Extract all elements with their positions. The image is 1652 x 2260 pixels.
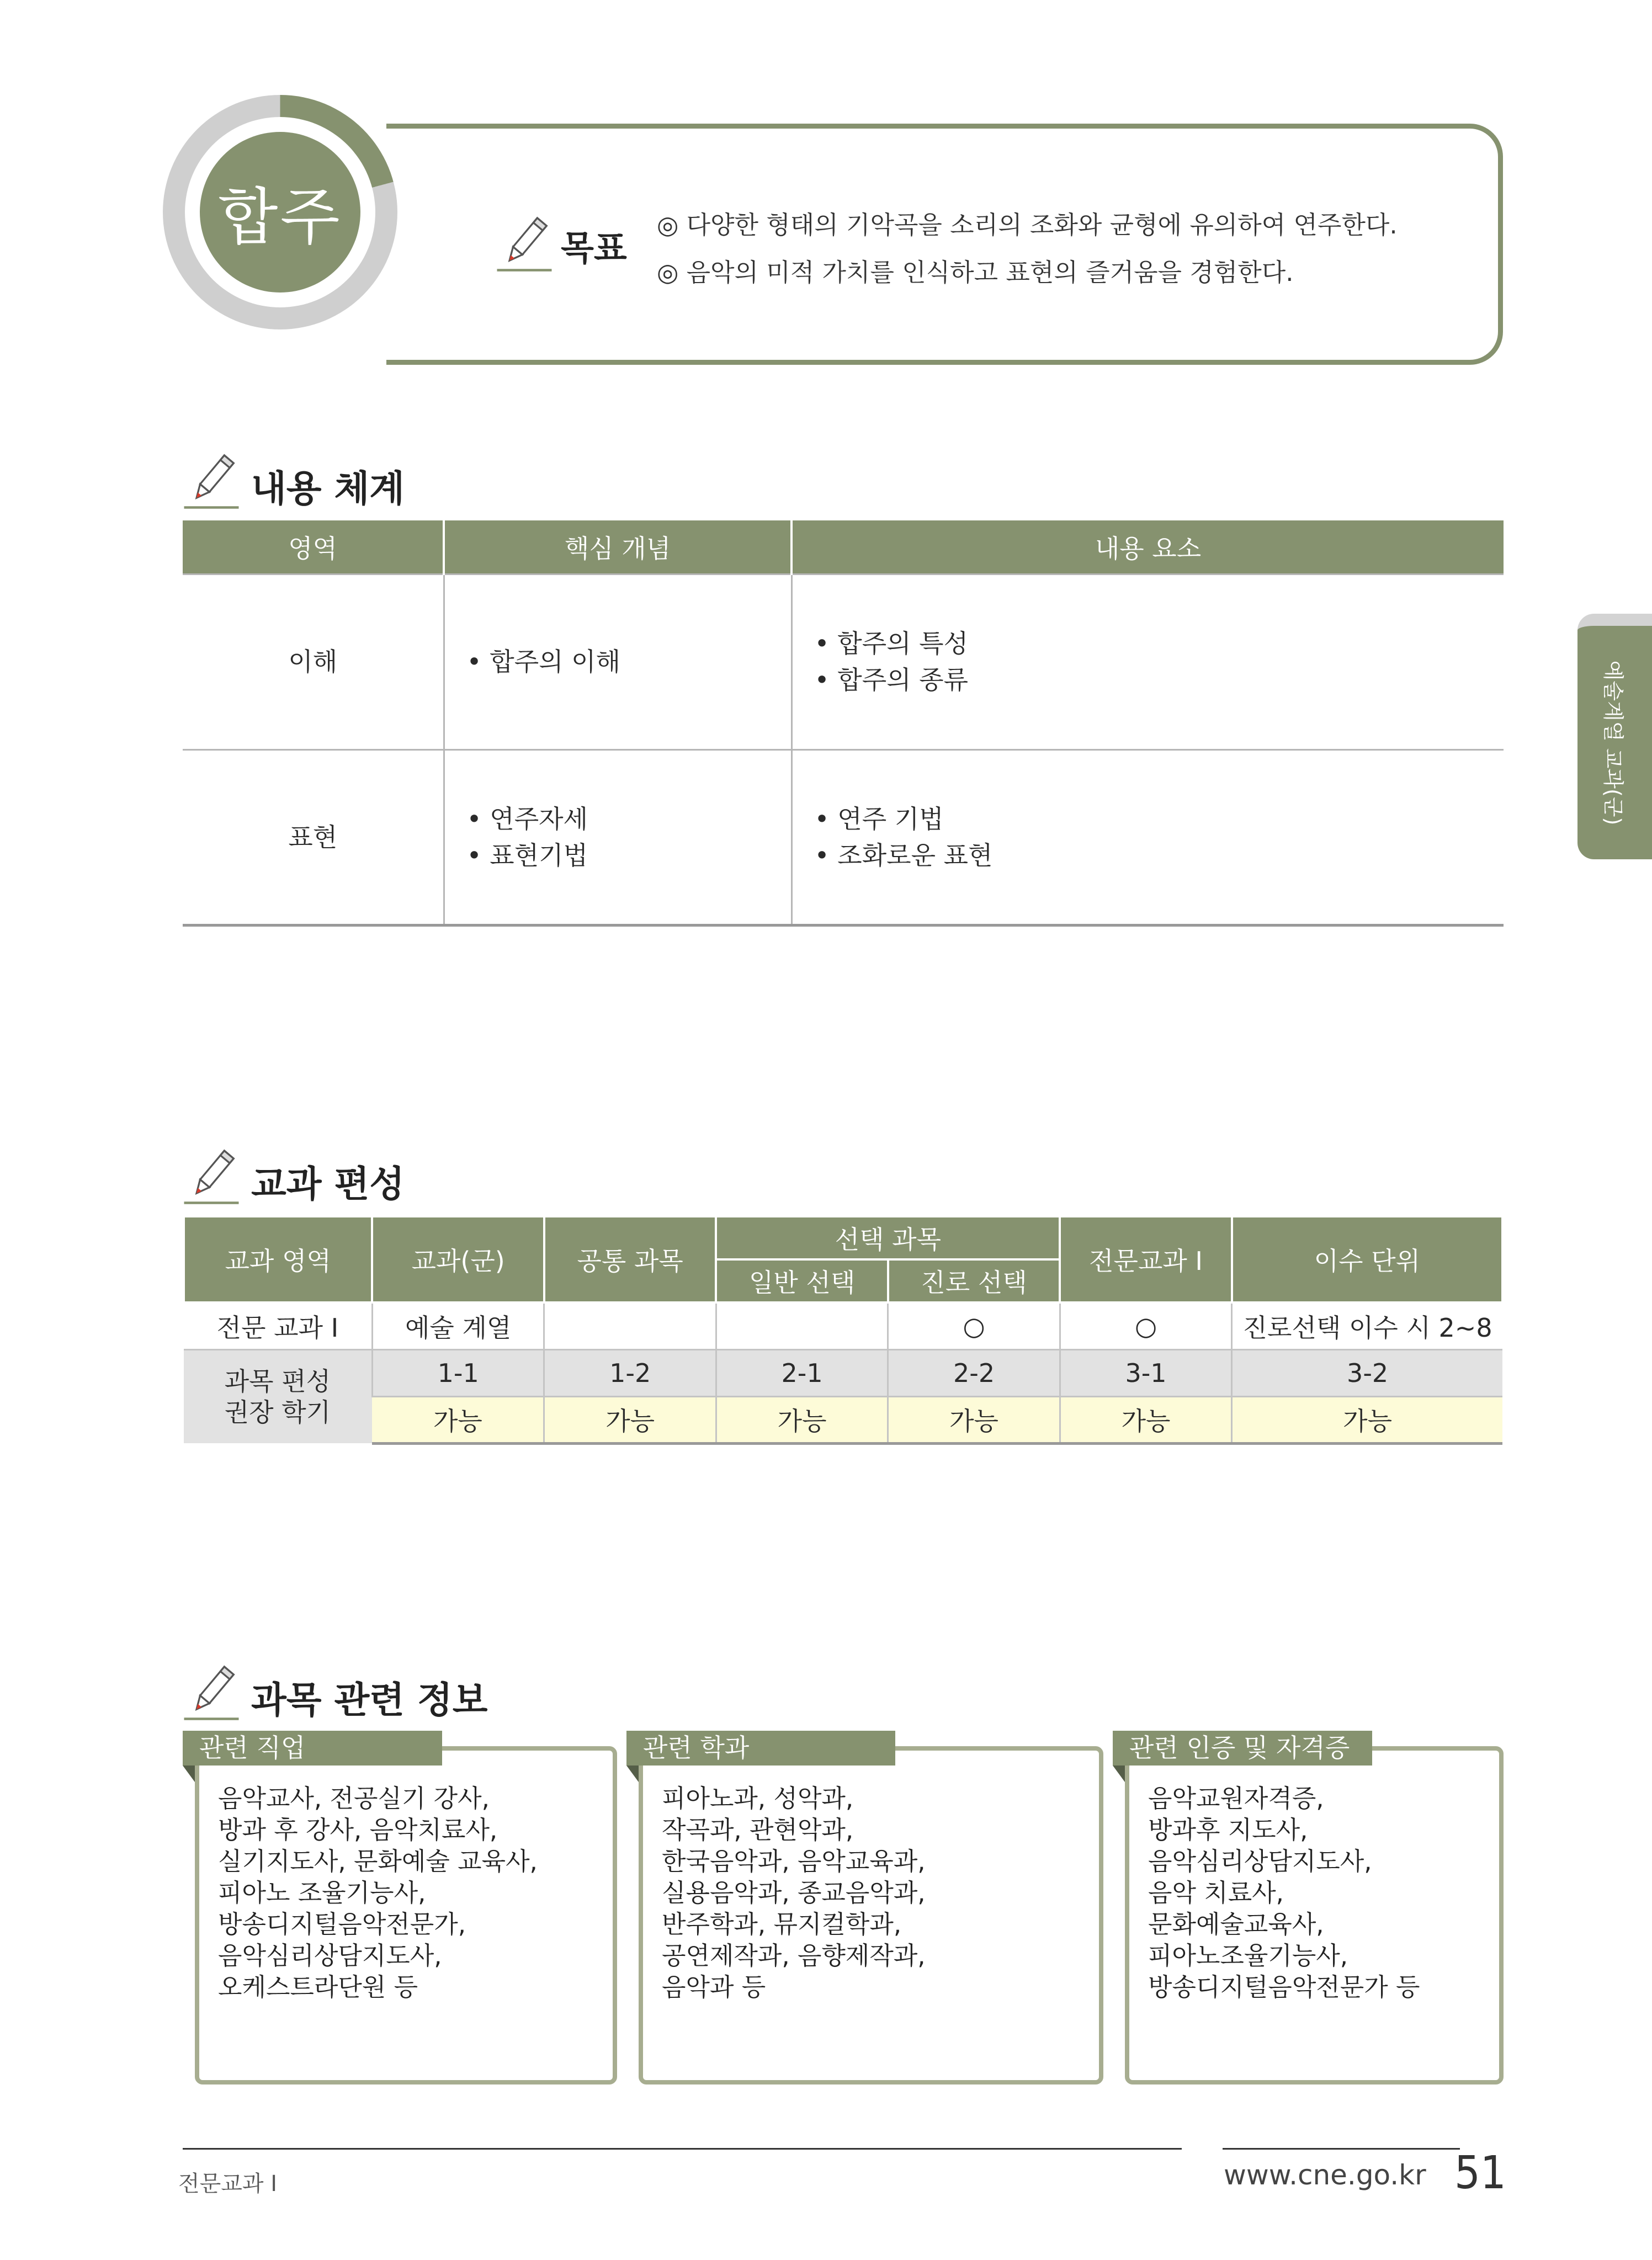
table-header: 영역	[183, 520, 444, 574]
tab-notch	[626, 1766, 639, 1782]
list-item: • 연주 기법	[814, 804, 944, 834]
tab-notch	[1113, 1766, 1125, 1782]
table-header: 일반 선택	[716, 1259, 888, 1302]
page-number: 51	[1454, 2147, 1506, 2199]
related-jobs-text: 음악교사, 전공실기 강사, 방과 후 강사, 음악치료사, 실기지도사, 문화예술 교육사, 피아노 조율기능사, 방송디지털음악전문가, 음악심리상담지도사, 오케스트라단원 등	[218, 1784, 538, 2002]
table-row	[183, 749, 1504, 925]
table-cell: 가능	[1232, 1396, 1502, 1443]
table-cell: 1-1	[372, 1349, 544, 1396]
table-header: 교과(군)	[372, 1216, 544, 1302]
table-header: 내용 요소	[792, 520, 1504, 574]
pencil-icon	[181, 1661, 242, 1722]
semester-label-cell	[184, 1349, 372, 1443]
goal-list	[657, 201, 1398, 296]
title-badge	[200, 132, 360, 293]
table-row	[184, 1396, 1502, 1443]
table-cell: 가능	[1060, 1396, 1231, 1443]
table-cell: 3-1	[1060, 1349, 1231, 1396]
table-cell: 가능	[716, 1396, 888, 1443]
table-cell: 예술 계열	[372, 1302, 544, 1349]
table-cell: 2-1	[716, 1349, 888, 1396]
table-cell: 진로선택 이수 시 2~8	[1232, 1302, 1502, 1349]
list-item: • 합주의 이해	[466, 647, 621, 677]
element-cell	[792, 749, 1504, 925]
tab-notch	[183, 1766, 195, 1782]
semester-label: 과목 편성	[224, 1366, 331, 1396]
goal-label: 목표	[561, 228, 627, 268]
table-cell	[544, 1302, 716, 1349]
table-header: 전문교과 I	[1060, 1216, 1231, 1302]
table-cell: 3-2	[1232, 1349, 1502, 1396]
table-cell: 2-2	[888, 1349, 1060, 1396]
side-tab-label: 예술계열 교과(군)	[1601, 660, 1625, 825]
area-cell: 이해	[183, 574, 444, 749]
goal-item: ◎ 다양한 형태의 기악곡을 소리의 조화와 균형에 유의하여 연주한다.	[657, 210, 1398, 240]
table-header: 핵심 개념	[444, 520, 792, 574]
element-cell	[792, 574, 1504, 749]
page-title: 합주	[218, 182, 342, 253]
table-row	[183, 574, 1504, 749]
list-item: • 조화로운 표현	[814, 840, 993, 870]
table-row	[184, 1349, 1502, 1396]
related-jobs-label: 관련 직업	[183, 1731, 442, 1766]
related-departments-label: 관련 학과	[626, 1731, 895, 1766]
footer-url: www.cne.go.kr	[1224, 2159, 1426, 2191]
table-header: 진로 선택	[888, 1259, 1060, 1302]
table-cell: ○	[888, 1302, 1060, 1349]
curriculum-table	[183, 1215, 1504, 1445]
section-title-curriculum: 교과 편성	[251, 1163, 405, 1205]
side-chapter-tab	[1577, 614, 1652, 859]
section-title-content-system: 내용 체계	[251, 467, 405, 510]
concept-cell	[444, 574, 792, 749]
table-row	[184, 1302, 1502, 1349]
table-cell	[716, 1302, 888, 1349]
table-header: 교과 영역	[184, 1216, 372, 1302]
concept-cell	[444, 749, 792, 925]
pencil-icon	[494, 212, 555, 273]
table-header: 이수 단위	[1232, 1216, 1502, 1302]
pencil-icon	[181, 450, 242, 511]
table-cell: 가능	[372, 1396, 544, 1443]
related-certificates-text: 음악교원자격증, 방과후 지도사, 음악심리상담지도사, 음악 치료사, 문화예술교육사, 피아노조율기능사, 방송디지털음악전문가 등	[1148, 1784, 1420, 2002]
list-item: • 합주의 특성	[814, 629, 969, 658]
content-system-table	[183, 520, 1504, 927]
footer-divider	[1223, 2148, 1460, 2150]
list-item: • 합주의 종류	[814, 665, 969, 695]
area-cell: 표현	[183, 749, 444, 925]
section-title-related-info: 과목 관련 정보	[251, 1679, 488, 1721]
related-departments-text: 피아노과, 성악과, 작곡과, 관현악과, 한국음악과, 음악교육과, 실용음악과, 종교음악과, 반주학과, 뮤지컬학과, 공연제작과, 음향제작과, 음악과 등	[662, 1784, 926, 2002]
table-cell: 가능	[544, 1396, 716, 1443]
goal-item: ◎ 음악의 미적 가치를 인식하고 표현의 즐거움을 경험한다.	[657, 258, 1294, 287]
footer-divider	[183, 2148, 1182, 2150]
list-item: • 표현기법	[466, 840, 588, 870]
table-header: 공통 과목	[544, 1216, 716, 1302]
list-item: • 연주자세	[466, 804, 588, 834]
table-cell: ○	[1060, 1302, 1231, 1349]
footer-book-title: 전문교과 Ⅰ	[178, 2171, 278, 2197]
table-cell: 가능	[888, 1396, 1060, 1443]
pencil-icon	[181, 1145, 242, 1206]
table-cell: 1-2	[544, 1349, 716, 1396]
semester-label: 권장 학기	[224, 1397, 331, 1427]
table-header: 선택 과목	[716, 1216, 1060, 1259]
table-cell: 전문 교과 I	[216, 1312, 339, 1343]
related-certificates-label: 관련 인증 및 자격증	[1113, 1731, 1372, 1766]
